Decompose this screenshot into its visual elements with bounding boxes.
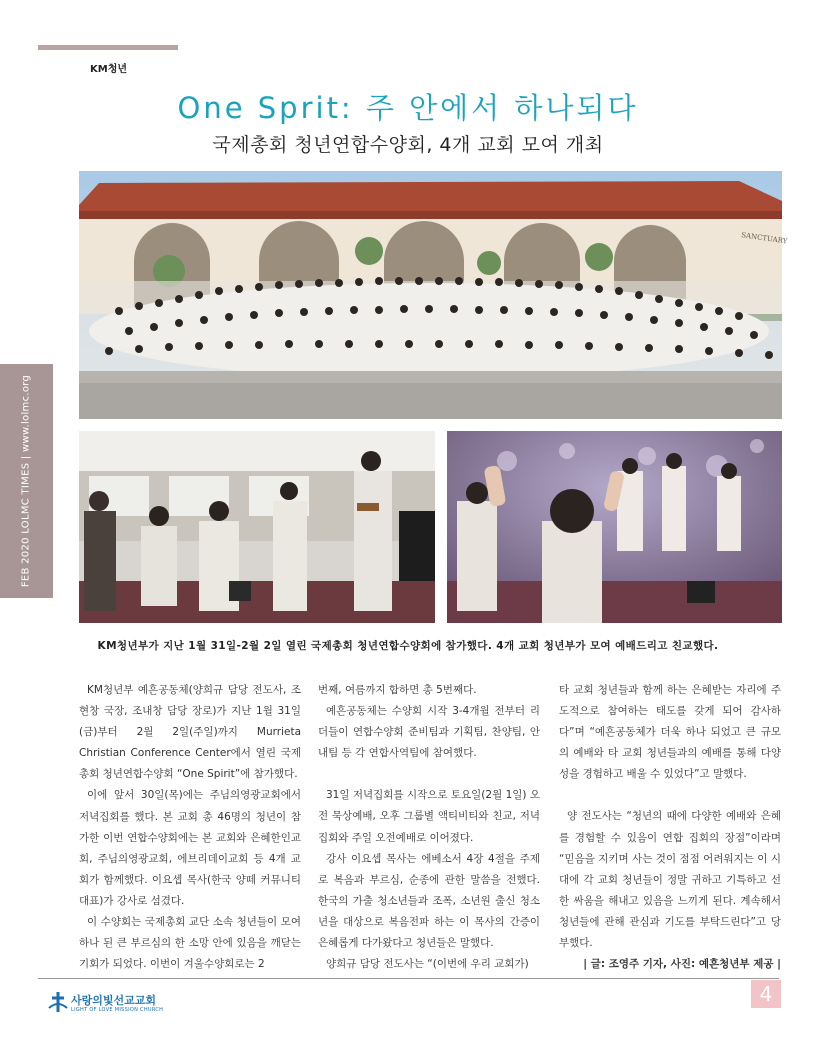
article-subtitle: 국제총회 청년연합수양회, 4개 교회 모여 개최	[212, 134, 604, 156]
photo-caption: KM청년부가 지난 1월 31일-2월 2일 열린 국제총회 청년연합수양회에 참가했다. 4개 교회 청년부가 모여 예배드리고 친교했다.	[97, 640, 719, 652]
paragraph: 강사 이요셉 목사는 에베소서 4장 4절을 주제로 복음과 부르심, 순종에 관한 말씀을 전했다. 한국의 가출 청소년들과 조폭, 소년원 출신 청소년을 대상으로 복음전파 하는 이 목사의 간증이 은혜롭게 다가왔다고 청년들은 말했다.	[318, 852, 540, 950]
article-credit: | 글: 조영주 기자, 사진: 예흔청년부 제공 |	[583, 958, 781, 971]
church-cross-icon	[47, 990, 69, 1014]
article-title: One Sprit: 주 안에서 하나되다	[177, 91, 639, 125]
section-label: KM청년	[90, 64, 128, 75]
paragraph: 이 수양회는 국제총회 교단 소속 청년들이 모여 하나 된 큰 부르심의 한 소망 안에 있음을 깨닫는 기회가 되었다. 이번이 겨울수양회로는 2	[79, 916, 301, 971]
footer-divider	[38, 978, 779, 979]
article-column-2	[318, 680, 540, 975]
logo-name: 사랑의빛선교교회	[71, 994, 157, 1007]
side-tab-text: FEB 2020 LOLMC TIMES | www.lolmc.org	[20, 374, 32, 588]
logo-subtitle: LIGHT OF LOVE MISSION CHURCH	[71, 1007, 164, 1013]
paragraph: 양희규 담당 전도사는 “(이번에 우리 교회가)	[326, 958, 529, 971]
paragraph: 양 전도사는 “청년의 때에 다양한 예배와 은혜를 경험할 수 있음이 연합 집회의 장점”이라며 “믿음을 지키며 사는 것이 점점 어려워지는 이 시대에 각 교회 청년들이 정말 귀하고 기특하고 선한 싸움을 해내고 있음을 느끼게 된다. 계속해서 청년들에 관해 관심과 기도를 부탁드린다”고 당부했다.	[559, 810, 781, 950]
article-column-3	[559, 680, 781, 975]
worship-audience-photo	[447, 431, 782, 623]
church-logo	[47, 988, 247, 1018]
header-accent-bar	[38, 45, 178, 50]
building-sign: SANCTUARY	[740, 231, 788, 246]
page-number: 4	[751, 980, 781, 1008]
paragraph: KM청년부 예흔공동체(양희규 담당 전도사, 조현창 국장, 조내창 담당 장로)가 지난 1월 31일(금)부터 2월 2일(주일)까지 Murrieta Christian Conference Center에서 열린 국제총회 청년연합수양회 “One Spirit”에 참가했다.	[79, 684, 301, 781]
paragraph: 예흔공동체는 수양회 시작 3-4개월 전부터 리더들이 연합수양회 준비팀과 기획팀, 찬양팀, 안내팀 등 각 연합사역팀에 참여했다.	[318, 705, 540, 760]
group-photo	[79, 171, 788, 419]
paragraph: 31일 저녁집회를 시작으로 토요일(2월 1일) 오전 묵상예배, 오후 그룹별 액티비티와 친교, 저녁집회와 주일 오전예배로 이어졌다.	[318, 789, 540, 844]
worship-band-photo	[79, 431, 435, 623]
article-column-1	[79, 680, 301, 975]
paragraph: 이에 앞서 30일(목)에는 주님의영광교회에서 저녁집회를 했다. 본 교회 총 46명의 청년이 참가한 이번 연합수양회에는 본 교회와 은혜한인교회, 주님의영광교회, 에브리데이교회 등 4개 교회가 함께했다. 이요셉 목사(한국 양떼 커뮤니티 대표)가 강사로 섬겼다.	[79, 789, 301, 907]
paragraph: 타 교회 청년들과 함께 하는 은혜받는 자리에 주도적으로 참여하는 태도를 갖게 되어 감사하다”며 “예흔공동체가 더욱 하나 되었고 큰 규모의 예배와 타 교회 청년들과의 예배를 통해 다양성을 경험하고 배울 수 있었다”고 말했다.	[559, 684, 781, 781]
paragraph: 번째, 여름까지 합하면 총 5번째다.	[318, 684, 477, 696]
